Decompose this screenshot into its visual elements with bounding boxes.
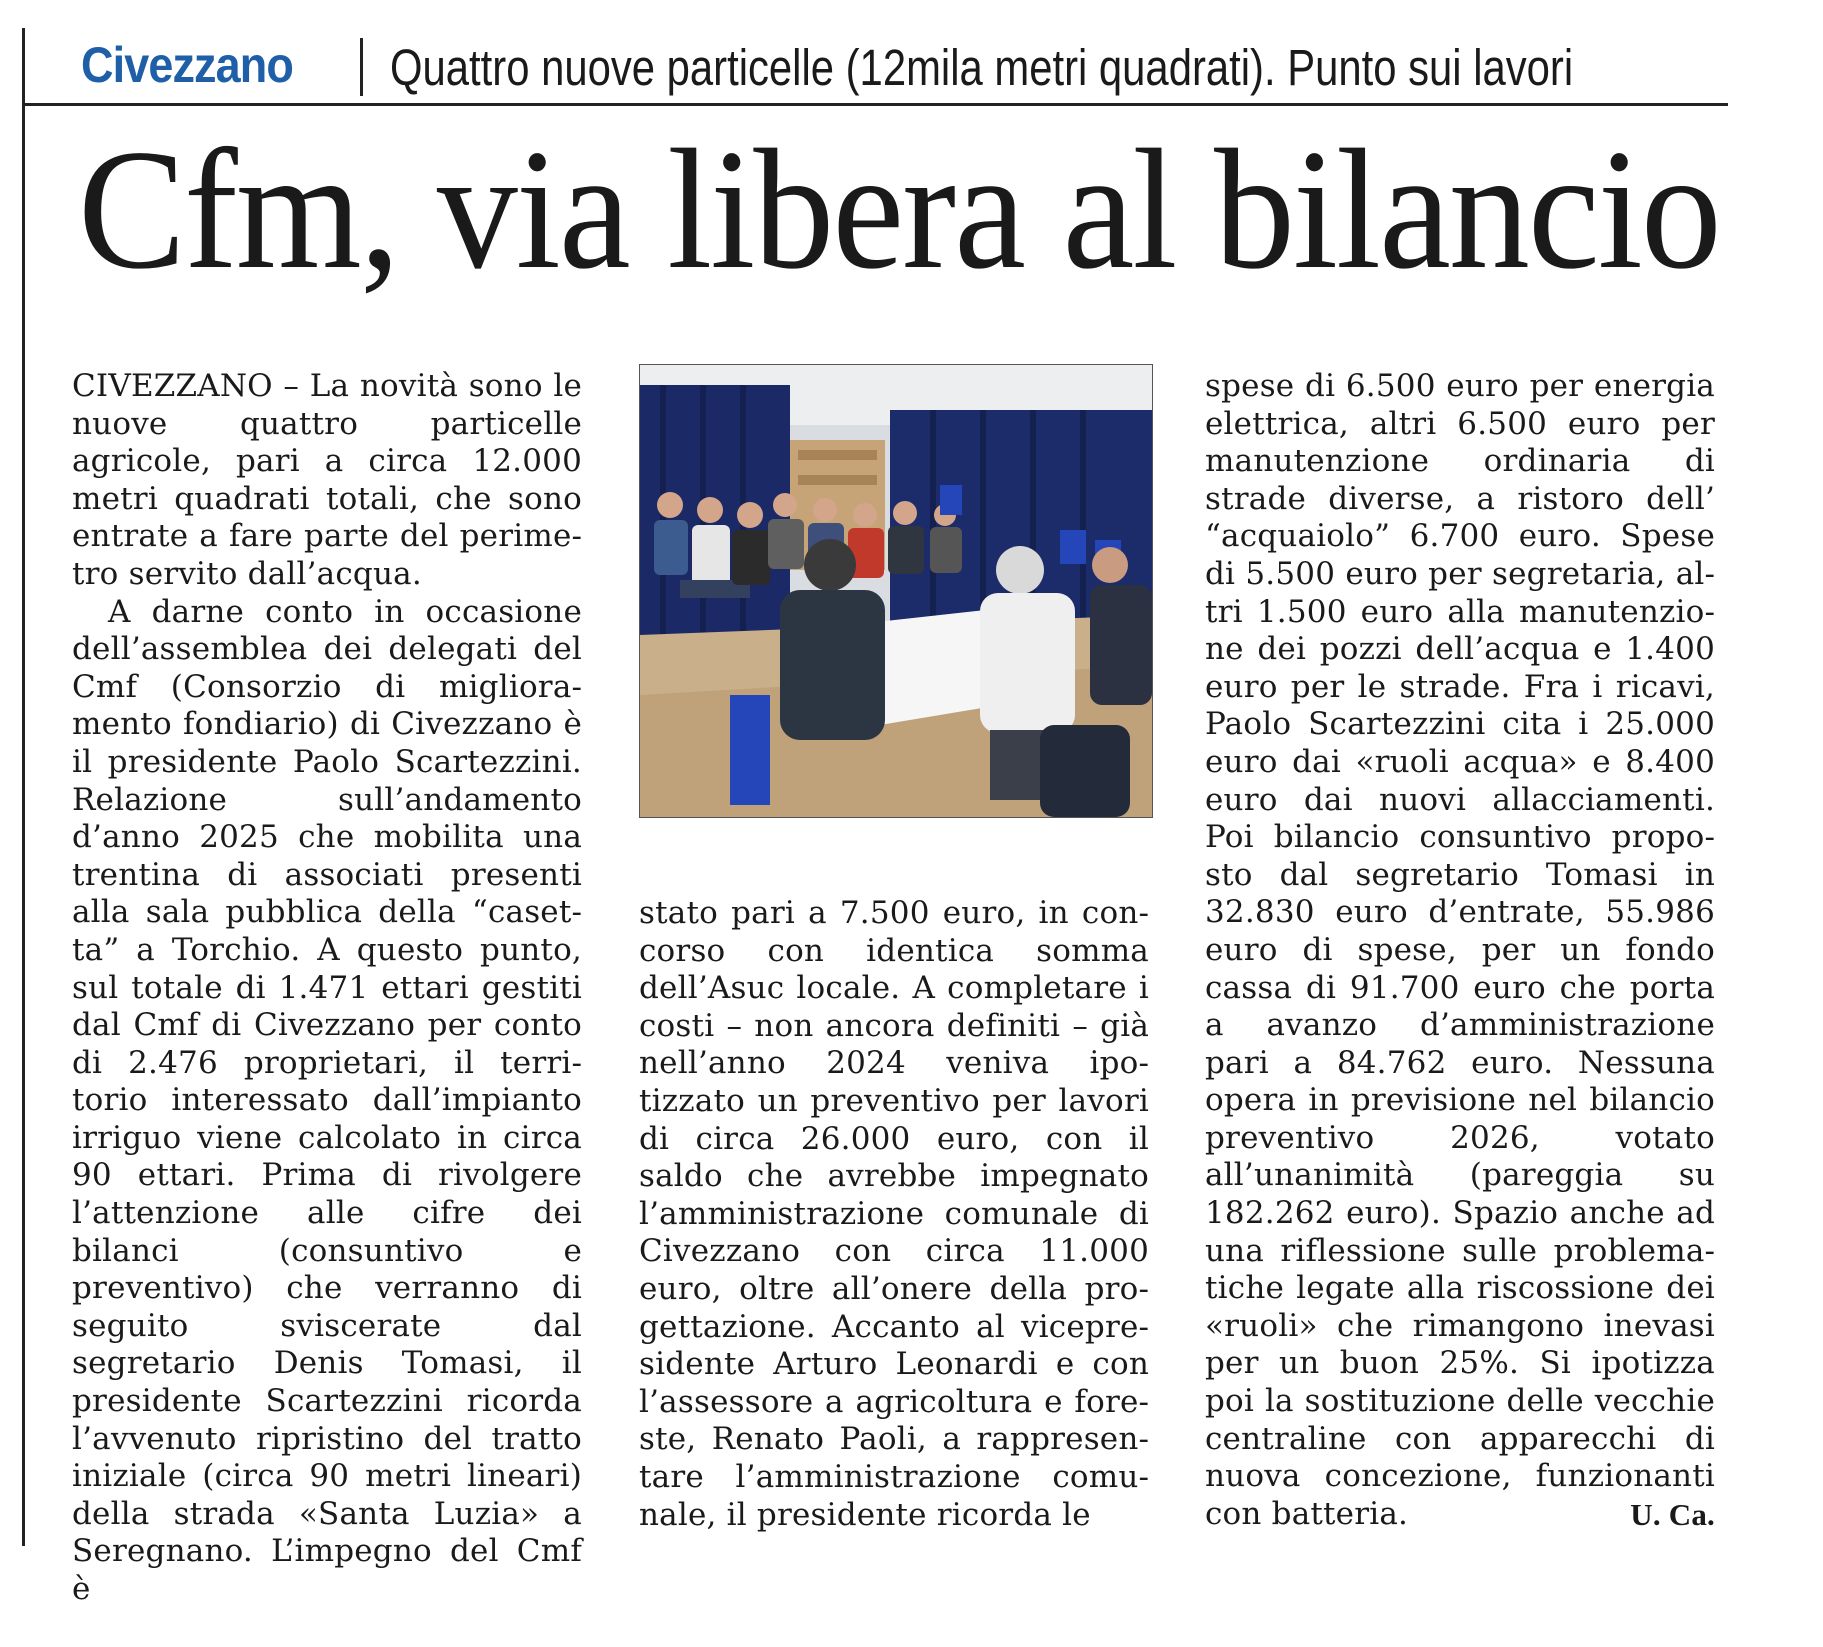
left-column-rule	[22, 28, 25, 1546]
article-column-3	[1205, 368, 1715, 1533]
column-3-paragraph-1	[1205, 368, 1715, 1533]
header-rule	[22, 103, 1728, 106]
column-1-paragraph-1: CIVEZZANO – La novità sono le nuove quattro particelle agricole, pari a circa 12.000 metri quadrati totali, che sono entrate a fare parte del perimetro servito dall’acqua.	[72, 368, 582, 592]
kicker-place-name: Civezzano	[81, 37, 293, 93]
kicker-subheadline: Quattro nuove particelle (12mila metri quadrati). Punto sui lavori	[390, 39, 1574, 96]
article-column-2	[639, 895, 1149, 1534]
meeting-photo	[639, 364, 1153, 818]
article-column-1	[72, 368, 582, 1609]
column-3-text: spese di 6.500 euro per energia elettrica, altri 6.500 euro per manutenzione ordinaria di strade diverse, a ristoro dell’ “acquaiolo” 6.700 euro. Spese di 5.500 euro per segretaria, altri 1.500 euro alla manutenzione dei pozzi dell’acqua e 1.400 euro per le strade. Fra i ricavi, Paolo Scartezzini cita i 25.000 euro dai «ruoli acqua» e 8.400 euro dai nuovi allacciamenti. Poi bilancio consuntivo proposto dal segretario Tomasi in 32.830 euro d’entrate, 55.986 euro di spese, per un fondo cassa di 91.700 euro che porta a avanzo d’amministrazione pari a 84.762 euro. Nessuna opera in previsione nel bilancio preventivo 2026, votato all’unanimità (pareggia su 182.262 euro). Spazio anche ad una riflessione sulle problematiche legate alla riscossione dei «ruoli» che rimangono inevasi per un buon 25%. Si ipotizza poi la sostituzione delle vecchie centraline con apparecchi di nuova concezione, funzionanti con batteria.	[1205, 368, 1715, 1532]
author-signature: U. Ca.	[1630, 1496, 1715, 1532]
column-2-paragraph-1: stato pari a 7.500 euro, in concorso con identica somma dell’Asuc locale. A completare i costi – non ancora definiti – già nell’anno 2024 veniva ipotizzato un preventivo per lavori di circa 26.000 euro, con il saldo che avrebbe impegnato l’amministrazione comunale di Civezzano con circa 11.000 euro, oltre all’onere della progettazione. Accanto al vicepresidente Arturo Leonardi e con l’assessore a agricoltura e foreste, Renato Paoli, a rappresentare l’amministrazione comunale, il presidente ricorda le	[639, 895, 1149, 1533]
meeting-photo-illustration	[640, 365, 1152, 817]
kicker-bar	[75, 32, 1725, 102]
headline: Cfm, via libera al bilancio	[78, 115, 1720, 305]
kicker-separator	[360, 38, 363, 96]
column-1-paragraph-2: A darne conto in occasione dell’assemblea dei delegati del Cmf (Consorzio di miglioramento fondiario) di Civezzano è il presidente Paolo Scartezzini. Relazione sull’andamento d’anno 2025 che mobilita una trentina di associati presenti alla sala pubblica della “casetta” a Torchio. A questo punto, sul totale di 1.471 ettari gestiti dal Cmf di Civezzano per conto di 2.476 proprietari, il territorio interessato dall’impianto irriguo viene calcolato in circa 90 ettari. Prima di rivolgere l’attenzione alle cifre dei bilanci (consuntivo e preventivo) che verranno di seguito sviscerate dal segretario Denis Tomasi, il presidente Scartezzini ricorda l’avvenuto ripristino del tratto iniziale (circa 90 metri lineari) della strada «Santa Luzia» a Seregnano. L’impegno del Cmf è	[72, 593, 582, 1607]
